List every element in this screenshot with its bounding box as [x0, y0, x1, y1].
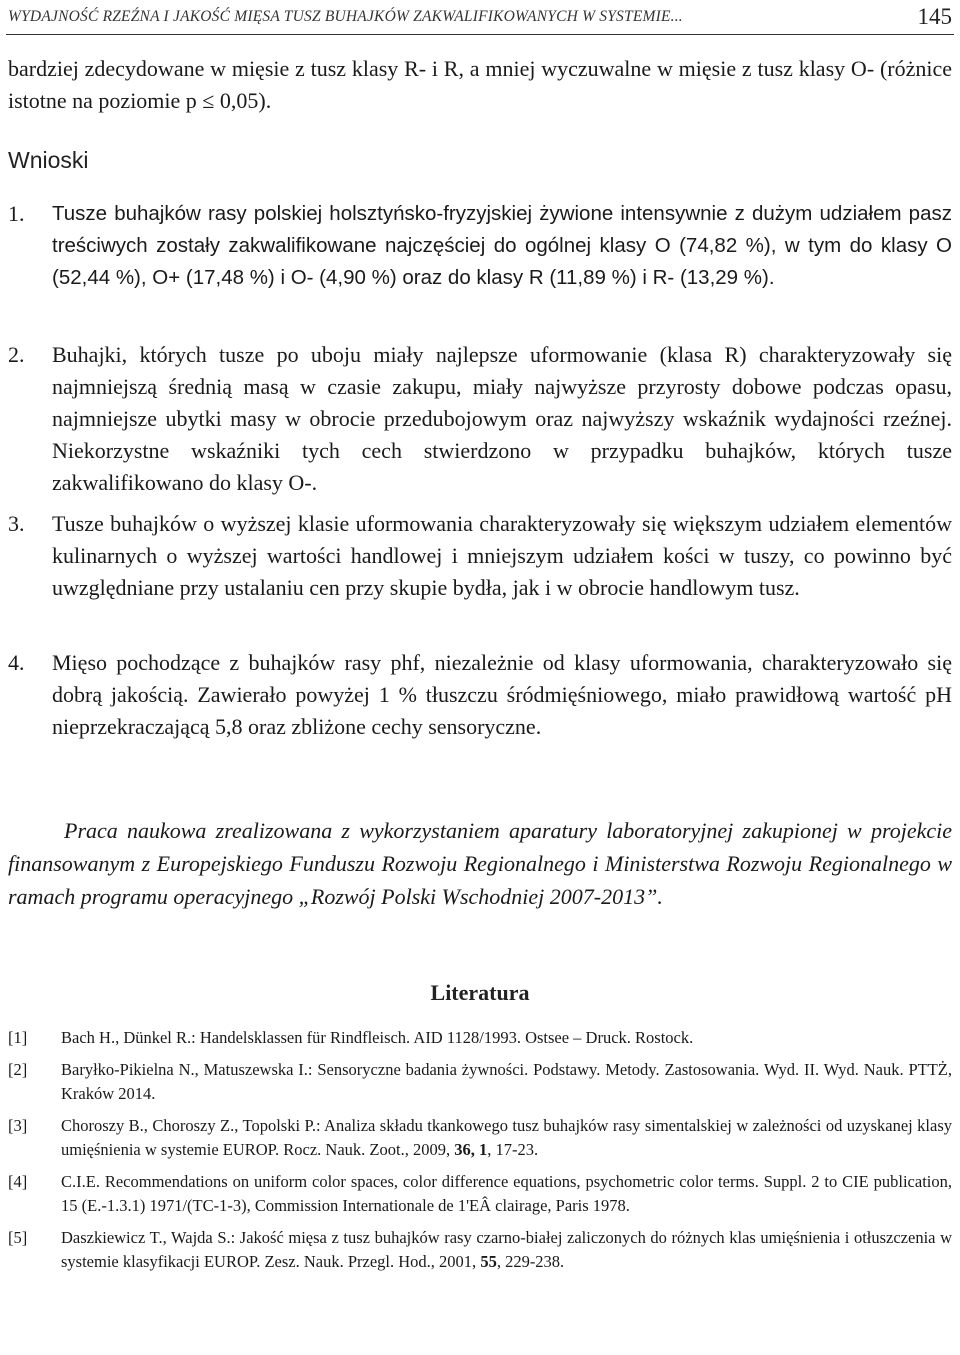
conclusion-item	[8, 198, 952, 294]
conclusion-item	[8, 647, 952, 743]
reference-number: [3]	[8, 1116, 28, 1135]
conclusion-text: Tusze buhajków rasy polskiej holsztyńsko-fryzyjskiej żywione intensywnie z dużym udziałem pasz treściwych zostały zakwalifikowane najczęściej do ogólnej klasy O (74,82 %), w tym do klasy O (52,44 %), O+ (17,48 %) i O- (4,90 %) oraz do klasy R (11,89 %) i R- (13,29 %).	[52, 202, 952, 289]
literature-heading: Literatura	[430, 980, 530, 1005]
reference-text	[61, 1226, 952, 1274]
conclusion-text: Buhajki, których tusze po uboju miały najlepsze uformowanie (klasa R) charakteryzowały się najmniejszą średnią masą w czasie zakupu, miały najwyższe przyrosty dobowe podczas opasu, najmniejsze ubytki masy w obrocie przedubojowym oraz najwyższy wskaźnik wydajności rzeźnej. Niekorzystne wskaźniki tych cech stwierdzono w przypadku buhajków, których tusze zakwalifikowano do klasy O-.	[52, 342, 952, 495]
reference-number: [5]	[8, 1228, 28, 1247]
running-header	[6, 6, 954, 30]
reference-text: Bach H., Dünkel R.: Handelsklassen für Rindfleisch. AID 1128/1993. Ostsee – Druck. Rostock.	[61, 1028, 694, 1047]
running-title: WYDAJNOŚĆ RZEŹNA I JAKOŚĆ MIĘSA TUSZ BUHAJKÓW ZAKWALIFIKOWANYCH W SYSTEMIE...	[8, 8, 683, 25]
reference-item	[8, 1170, 952, 1218]
reference-number: [1]	[8, 1028, 28, 1047]
reference-item	[8, 1226, 952, 1274]
conclusion-number: 2.	[8, 342, 25, 367]
reference-volume: 36, 1	[454, 1140, 488, 1159]
conclusion-number: 4.	[8, 650, 25, 675]
conclusion-item	[8, 339, 952, 499]
conclusion-text: Mięso pochodzące z buhajków rasy phf, niezależnie od klasy uformowania, charakteryzowało się dobrą jakością. Zawierało powyżej 1 % tłuszczu śródmięśniowego, miało prawidłową wartość pH nieprzekraczającą 5,8 oraz zbliżone cechy sensoryczne.	[52, 650, 952, 739]
conclusions-heading: Wnioski	[8, 147, 89, 173]
reference-text-main: Daszkiewicz T., Wajda S.: Jakość mięsa z tusz buhajków rasy czarno-białej zaliczonych do różnych klas umięśnienia i otłuszczenia w systemie klasyfikacji EUROP. Zesz. Nauk. Przegl. Hod., 2001,	[61, 1228, 952, 1271]
acknowledgement: Praca naukowa zrealizowana z wykorzystaniem aparatury laboratoryjnej zakupionej w projekcie finansowanym z Europejskiego Funduszu Rozwoju Regionalnego i Ministerstwa Rozwoju Regionalnego w ramach programu operacyjnego „Rozwój Polski Wschodniej 2007-2013”.	[8, 818, 952, 909]
conclusion-number: 3.	[8, 511, 25, 536]
reference-number: [2]	[8, 1060, 28, 1079]
conclusion-item	[8, 508, 952, 604]
reference-text-main: Choroszy B., Choroszy Z., Topolski P.: Analiza składu tkankowego tusz buhajków rasy simentalskiej w zależności od uzyskanej klasy umięśnienia w systemie EUROP. Rocz. Nauk. Zoot., 2009,	[61, 1116, 952, 1159]
reference-volume: 55	[480, 1252, 497, 1271]
page-number: 145	[917, 4, 952, 29]
reference-item	[8, 1058, 952, 1106]
reference-pages: , 229-238.	[496, 1252, 565, 1271]
reference-pages: , 17-23.	[487, 1140, 539, 1159]
reference-text: C.I.E. Recommendations on uniform color spaces, color difference equations, psychometric color terms. Suppl. 2 to CIE publication, 15 (E.-1.3.1) 1971/(TC-1-3), Commission Internationale de 1'EÂ clairage, Paris 1978.	[61, 1172, 952, 1215]
reference-list	[8, 1026, 952, 1282]
conclusion-number: 1.	[8, 201, 25, 226]
reference-text	[61, 1114, 952, 1162]
reference-text: Baryłko-Pikielna N., Matuszewska I.: Sensoryczne badania żywności. Podstawy. Metody. Zastosowania. Wyd. II. Wyd. Nauk. PTTŻ, Kraków 2014.	[61, 1060, 952, 1103]
conclusion-text: Tusze buhajków o wyższej klasie uformowania charakteryzowały się większym udziałem elementów kulinarnych o wyższej wartości handlowej i mniejszym udziałem kości w tuszy, co powinno być uwzględniane przy ustalaniu cen przy skupie bydła, jak i w obrocie handlowym tusz.	[52, 511, 952, 600]
reference-item	[8, 1114, 952, 1162]
header-rule	[6, 34, 954, 35]
reference-number: [4]	[8, 1172, 28, 1191]
reference-item	[8, 1026, 952, 1050]
continuation-paragraph: bardziej zdecydowane w mięsie z tusz klasy R- i R, a mniej wyczuwalne w mięsie z tusz klasy O- (różnice istotne na poziomie p ≤ 0,05).	[8, 56, 952, 113]
